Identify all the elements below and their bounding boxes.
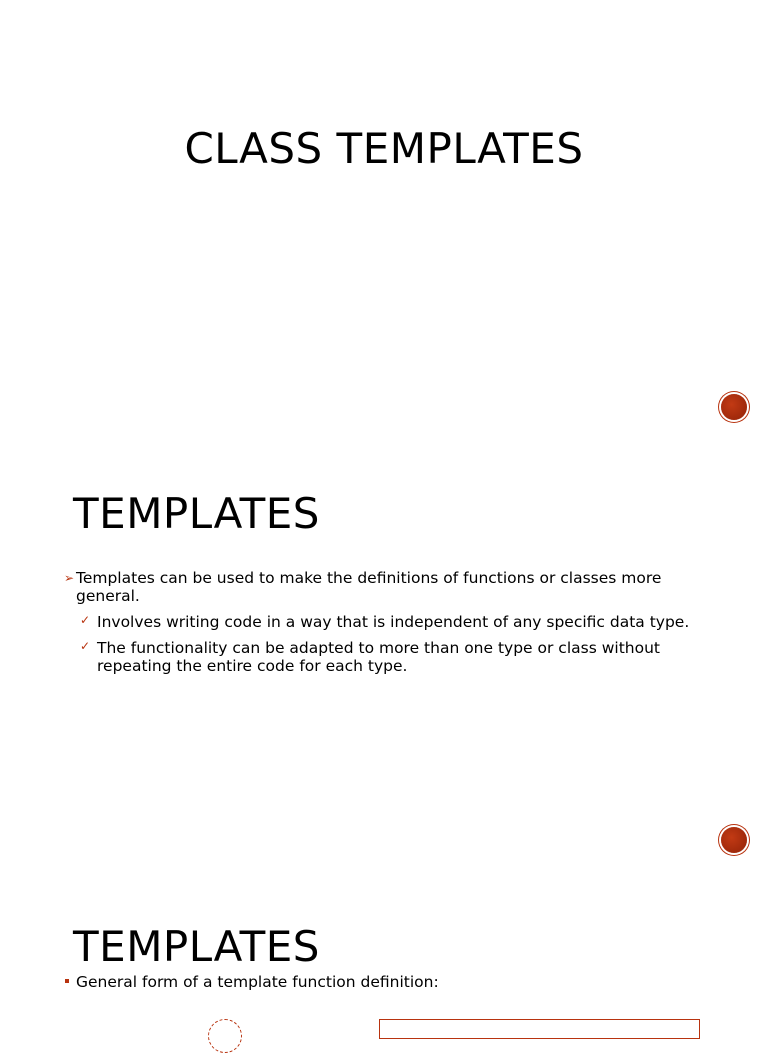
- checkmark-bullet-icon: ✓: [80, 639, 91, 653]
- diagram-circle-shape: [208, 1019, 242, 1053]
- code-box-frame: [379, 1019, 700, 1039]
- bullet-text: Templates can be used to make the definitions of functions or classes more general.: [76, 569, 662, 605]
- sub-bullet-text: Involves writing code in a way that is independent of any specific data type.: [97, 613, 690, 631]
- sub-bullet-item: [64, 639, 704, 675]
- slide-1-title: CLASS TEMPLATES: [184, 124, 584, 173]
- arrowhead-bullet-icon: ➢: [64, 571, 75, 585]
- checkmark-bullet-icon: ✓: [80, 613, 91, 627]
- slide-2-bullet-list: [64, 569, 704, 675]
- slide-3-title: TEMPLATES: [73, 922, 320, 971]
- slide-3-bullet-list: [64, 973, 704, 991]
- bullet-item: [64, 973, 704, 991]
- slide-marker-circle-icon: [721, 827, 747, 853]
- square-bullet-icon: [65, 979, 69, 983]
- sub-bullet-item: [64, 613, 704, 631]
- bullet-text: General form of a template function definition:: [76, 973, 439, 991]
- slide-marker-circle-icon: [721, 394, 747, 420]
- bullet-item: [64, 569, 704, 605]
- slide-2-title: TEMPLATES: [73, 489, 320, 538]
- sub-bullet-text: The functionality can be adapted to more than one type or class without repeating the entire code for each type.: [97, 639, 660, 675]
